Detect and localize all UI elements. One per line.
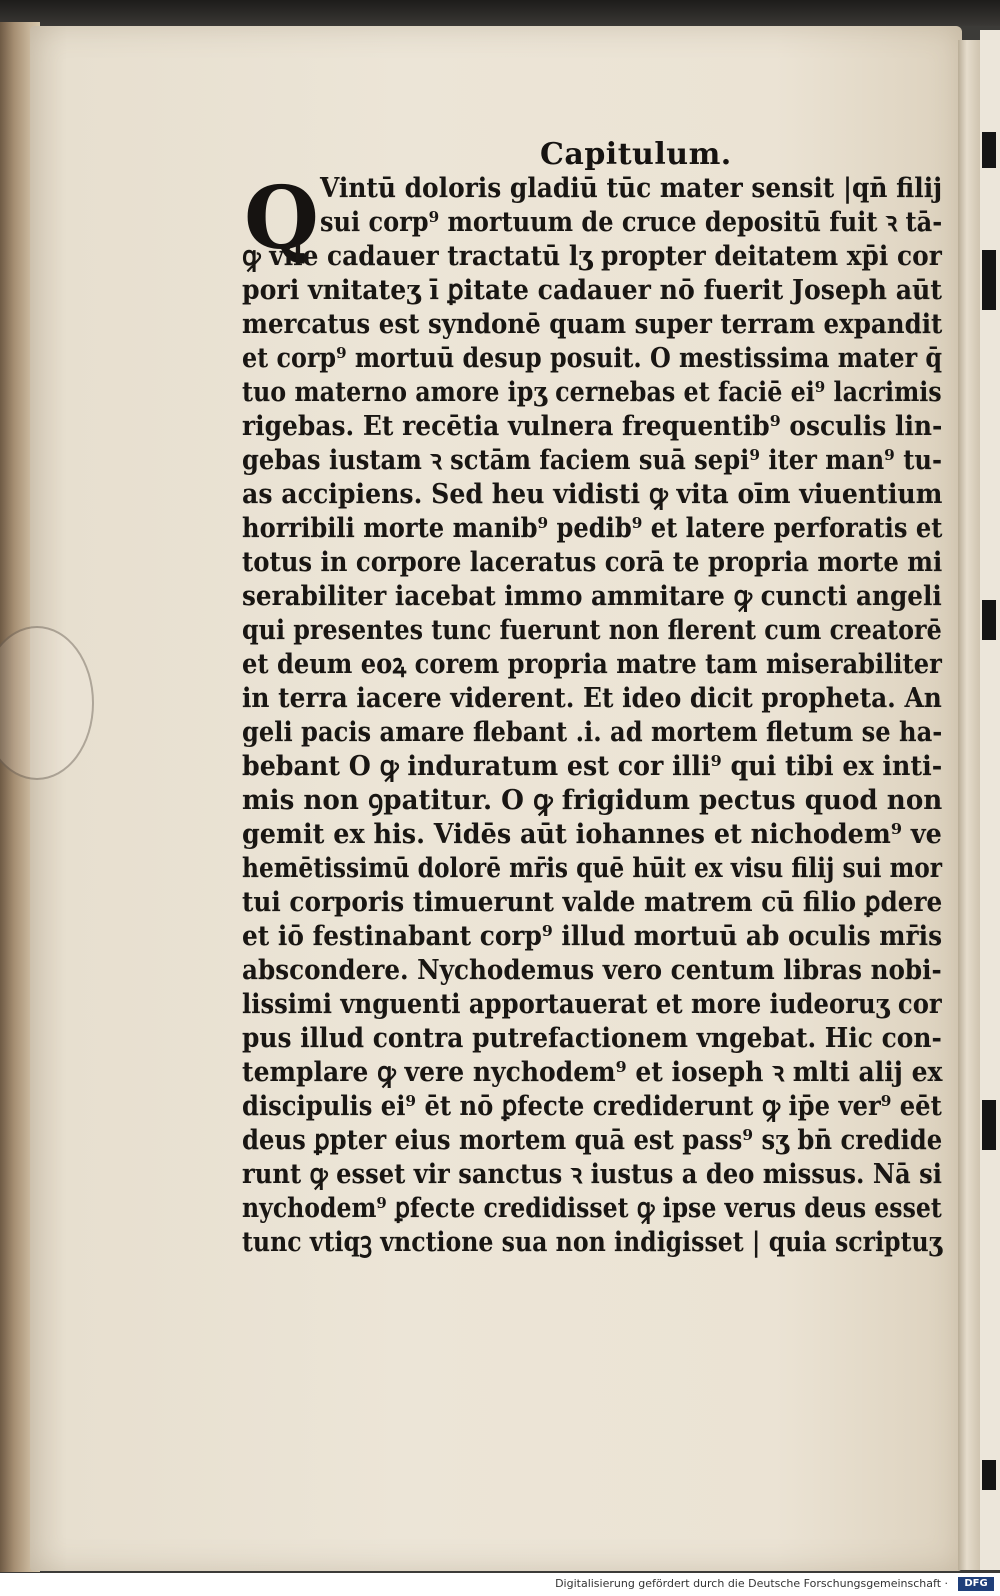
text-line: tui corporis timuerunt valde matrem cū filio ꝑdere	[242, 887, 943, 918]
text-line: templare ꝙ vere nychodem⁹ et ioseph ꝛ mlti alij ex	[242, 1057, 943, 1088]
text-line: deus ꝑpter eius mortem quā est pass⁹ sʒ bn̄ credide	[242, 1125, 943, 1156]
text-line: qui presentes tunc fuerunt non flerent cum creatorē	[242, 615, 942, 646]
calibration-mark	[982, 250, 996, 310]
text-line: Vintū doloris gladiū tūc mater sensit |qn̄ filij	[320, 173, 943, 204]
text-line: serabiliter iacebat immo ammitare ꝙ cuncti angeli	[242, 581, 942, 612]
page-gutter-edge	[958, 40, 980, 1570]
text-line: abscondere. Nychodemus vero centum libras nobi-	[242, 955, 942, 986]
text-line: et iō festinabant corp⁹ illud mortuū ab oculis mr̄is	[242, 921, 943, 952]
chapter-heading: Capitulum.	[540, 137, 732, 172]
text-line: bebant O ꝙ induratum est cor illi⁹ qui tibi ex inti-	[242, 751, 943, 782]
text-line: sui corp⁹ mortuum de cruce depositū fuit ꝛ tā-	[320, 207, 943, 238]
text-line: hemētissimū dolorē mr̄is quē hūit ex visu filij sui mor	[242, 853, 943, 884]
text-line: mercatus est syndonē quam super terram expandit	[242, 309, 943, 340]
text-line: discipulis ei⁹ ēt nō ꝑfecte crediderunt ꝙ ip̄e ver⁹ eēt	[242, 1091, 942, 1122]
text-line: pus illud contra putrefactionem vngebat. Hic con-	[242, 1023, 942, 1054]
text-line: runt ꝙ esset vir sanctus ꝛ iustus a deo missus. Nā si	[242, 1159, 942, 1190]
text-line: et deum eoꝝ corem propria matre tam miserabiliter	[242, 649, 942, 680]
text-line: et corp⁹ mortuū desup posuit. O mestissima mater q̄	[242, 343, 943, 374]
text-line: lissimi vnguenti apportauerat et more iudeoruʒ cor	[242, 989, 942, 1020]
text-line: rigebas. Et recētia vulnera frequentib⁹ osculis lin-	[242, 411, 943, 442]
calibration-mark	[982, 1460, 996, 1490]
text-line: pori vnitateʒ ī ꝑitate cadauer nō fuerit Joseph aūt	[242, 275, 942, 306]
text-line: horribili morte manib⁹ pedib⁹ et latere perforatis et	[242, 513, 943, 544]
calibration-mark	[982, 1100, 996, 1150]
dfg-logo: DFG	[958, 1577, 994, 1591]
text-line: tunc vtiqꝫ vnctione sua non indigisset | quia scriptuʒ	[242, 1227, 943, 1258]
scanner-background-top	[0, 0, 1000, 26]
scan-clamp-shadow	[0, 626, 94, 780]
text-line: mis non ꝯpatitur. O ꝙ frigidum pectus quod non	[242, 785, 943, 816]
decorated-initial: Q	[244, 168, 319, 269]
digitization-credit: Digitalisierung gefördert durch die Deutsche Forschungsgemeinschaft ·	[555, 1577, 948, 1590]
text-line: gemit ex his. Vidēs aūt iohannes et nichodem⁹ ve	[242, 819, 942, 850]
text-line: as accipiens. Sed heu vidisti ꝙ vita oīm viuentium	[242, 479, 943, 510]
text-line: in terra iacere viderent. Et ideo dicit propheta. An	[242, 683, 942, 714]
text-line: gebas iustam ꝛ sctām faciem suā sepi⁹ iter man⁹ tu-	[242, 445, 943, 476]
text-line: ꝙ vile cadauer tractatū lʒ propter deitatem xp̄i cor	[242, 241, 942, 272]
text-line: nychodem⁹ ꝑfecte credidisset ꝙ ipse verus deus esset	[242, 1193, 942, 1224]
text-line: tuo materno amore ipʒ cernebas et faciē ei⁹ lacrimis	[242, 377, 942, 408]
calibration-mark	[982, 600, 996, 640]
text-line: geli pacis amare flebant .i. ad mortem fletum se ha-	[242, 717, 943, 748]
calibration-mark	[982, 132, 996, 168]
text-line: totus in corpore laceratus corā te propria morte mi	[242, 547, 943, 578]
